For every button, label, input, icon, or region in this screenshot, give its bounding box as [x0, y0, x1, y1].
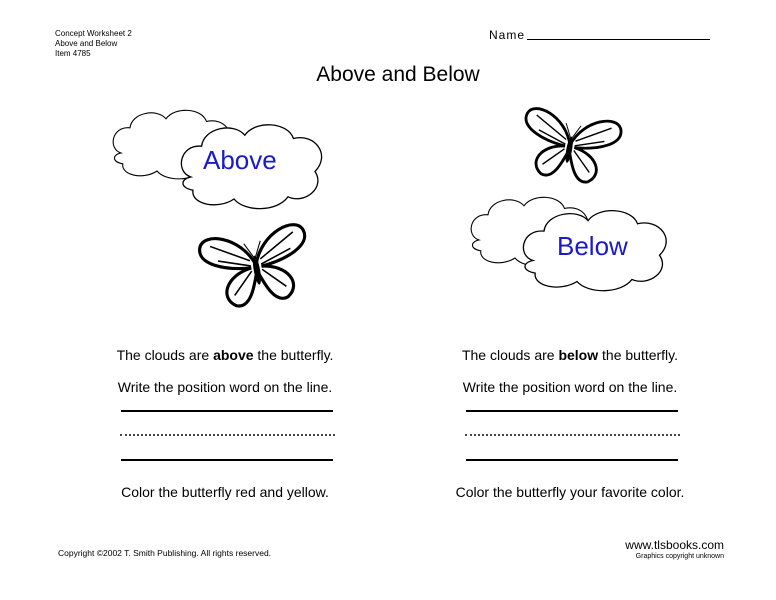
- cloud-word-below: Below: [557, 231, 628, 261]
- right-answer-mid-line[interactable]: [465, 434, 680, 436]
- butterfly-left-illustration: [198, 223, 315, 311]
- cloud-word-above: Above: [203, 145, 277, 175]
- website-link[interactable]: www.tlsbooks.com: [625, 538, 724, 552]
- butterfly-right-illustration: [517, 107, 623, 187]
- name-label: Name: [489, 28, 526, 42]
- left-instruction: Write the position word on the line.: [117, 379, 333, 395]
- left-answer-top-line[interactable]: [121, 410, 333, 412]
- worksheet-number: Concept Worksheet 2: [55, 29, 132, 38]
- copyright-text: Copyright ©2002 T. Smith Publishing. All rights reserved.: [58, 548, 272, 558]
- page-title: Above and Below: [316, 63, 480, 86]
- right-answer-bottom-line[interactable]: [466, 459, 678, 461]
- right-instruction: Write the position word on the line.: [462, 379, 678, 395]
- right-color-instruction: Color the butterfly your favorite color.: [455, 484, 685, 500]
- left-answer-mid-line[interactable]: [120, 434, 335, 436]
- left-sentence: The clouds are above the butterfly.: [116, 347, 334, 363]
- right-sentence: The clouds are below the butterfly.: [461, 347, 679, 363]
- right-answer-top-line[interactable]: [466, 410, 678, 412]
- worksheet-subject: Above and Below: [55, 39, 118, 48]
- item-number: Item 4785: [55, 49, 91, 58]
- graphics-credit: Graphics copyright unknown: [635, 553, 724, 560]
- left-color-instruction: Color the butterfly red and yellow.: [121, 484, 329, 500]
- left-answer-bottom-line[interactable]: [121, 459, 333, 461]
